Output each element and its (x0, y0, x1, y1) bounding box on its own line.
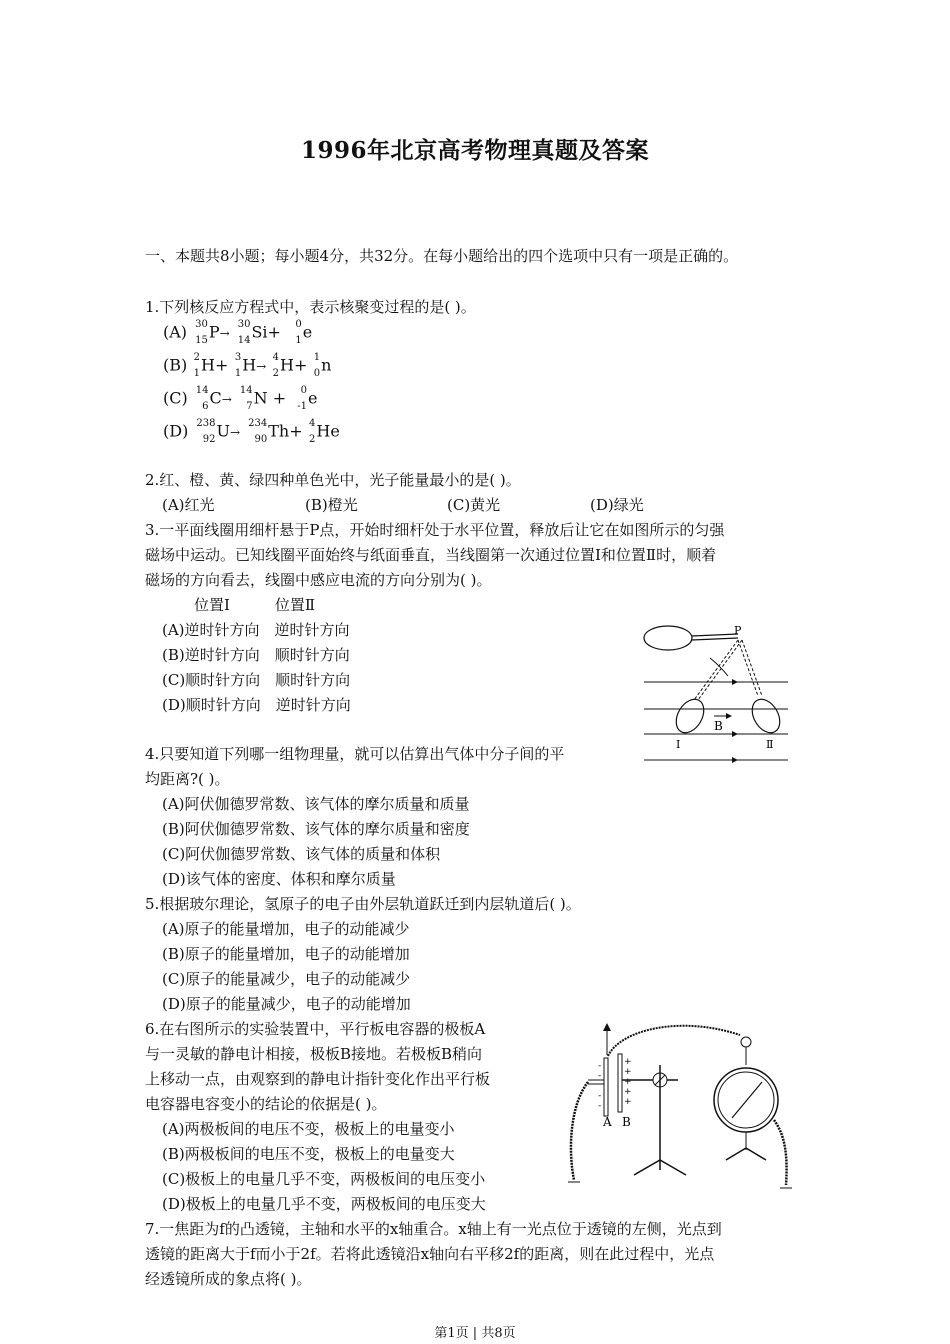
electrometer-terminal (741, 1037, 751, 1047)
svg-text:-: - (598, 1101, 602, 1111)
question-7-line-3: 经透镜所成的象点将( )。 (145, 1270, 312, 1288)
svg-text:-: - (598, 1071, 602, 1081)
question-7-line-2: 透镜的距离大于f而小于2f。若将此透镜沿x轴向右平移2f的距离，则在此过程中，光点 (145, 1245, 715, 1263)
plate-b (618, 1054, 622, 1112)
svg-text:-: - (598, 1091, 602, 1101)
q5-option-b: (B)原子的能量增加，电子的动能增加 (162, 945, 410, 963)
field-label: B (714, 719, 723, 733)
pivot-label: P (734, 624, 742, 637)
question-7-line-1: 7.一焦距为f的凸透镜，主轴和水平的x轴重合。x轴上有一光点位于透镜的左侧，光点到 (145, 1220, 722, 1238)
q6-option-a: (A)两极板间的电压不变，极板上的电量变小 (162, 1120, 455, 1138)
svg-text:+: + (624, 1077, 632, 1087)
question-6-line-2: 与一灵敏的静电计相接，极板B接地。若极板B稍向 (145, 1045, 483, 1063)
q6-option-c: (C)极板上的电量几乎不变，两极板间的电压变小 (162, 1170, 486, 1188)
q3-option-c: (C)顺时针方向 顺时针方向 (162, 671, 351, 689)
rod-initial (692, 634, 738, 636)
svg-text:+: + (624, 1097, 632, 1107)
question-4-line-1: 4.只要知道下列哪一组物理量，就可以估算出气体中分子间的平 (145, 745, 565, 763)
q2-option-c: (C)黄光 (447, 496, 501, 514)
q6-option-d: (D)极板上的电量几乎不变，两极板间的电压变大 (162, 1195, 486, 1213)
q4-option-d: (D)该气体的密度、体积和摩尔质量 (162, 870, 396, 888)
question-3-line-2: 磁场中运动。已知线圈平面始终与纸面垂直，当线圈第一次通过位置Ⅰ和位置Ⅱ时，顺着 (145, 546, 717, 564)
ground-wire-left (571, 1082, 588, 1180)
question-3-line-1: 3.一平面线圈用细杆悬于P点，开始时细杆处于水平位置，释放后让它在如图所示的匀强 (145, 521, 725, 539)
question-1-stem: 1.下列核反应方程式中，表示核聚变过程的是( )。 (145, 298, 476, 316)
page-title: 1996年北京高考物理真题及答案 (300, 137, 649, 164)
svg-text:+: + (624, 1057, 632, 1067)
rod-position-1 (694, 640, 738, 700)
question-4-line-2: 均距离?( )。 (145, 770, 230, 788)
section-heading: 一、本题共8小题；每小题4分，共32分。在每小题给出的四个选项中只有一项是正确的。 (145, 247, 739, 265)
q1-option-b: (B) 2 1 H+ 3 1 H→ 4 2 H+ 1 0 n (163, 352, 332, 379)
plate-a (604, 1058, 608, 1116)
q3-option-d: (D)顺时针方向 逆时针方向 (162, 696, 351, 714)
question-6-line-4: 电容器电容变小的结论的依据是( )。 (145, 1095, 387, 1113)
coil-pendulum-figure (638, 620, 798, 770)
coil-position-1 (671, 694, 710, 737)
q2-option-a: (A)红光 (162, 496, 215, 514)
question-3-line-3: 磁场的方向看去，线圈中感应电流的方向分别为( )。 (145, 571, 492, 589)
q6-option-b: (B)两极板间的电压不变，极板上的电量变大 (162, 1145, 455, 1163)
q1-option-d: (D) 238 92 U→ 234 90 Th+ 4 2 He (163, 418, 340, 445)
position-1-label: Ⅰ (676, 738, 681, 751)
q5-option-c: (C)原子的能量减少，电子的动能减少 (162, 970, 411, 988)
rod-position-2 (738, 640, 758, 696)
q2-option-b: (B)橙光 (305, 496, 358, 514)
svg-text:+: + (624, 1067, 632, 1077)
electrometer-figure (560, 1020, 805, 1195)
svg-text:+: + (624, 1087, 632, 1097)
svg-text:-: - (598, 1061, 602, 1071)
q3-column-header: 位置Ⅰ 位置Ⅱ (194, 596, 316, 614)
question-6-line-1: 6.在右图所示的实验装置中，平行板电容器的极板A (145, 1020, 486, 1038)
swing-arrow (710, 658, 728, 676)
q2-option-d: (D)绿光 (590, 496, 644, 514)
question-6-line-3: 上移动一点，由观察到的静电计指针变化作出平行板 (145, 1070, 491, 1088)
q1-option-c: (C) 14 6 C→ 14 7 N + 0 -1 e (163, 385, 318, 412)
plate-a-label: A (603, 1115, 612, 1129)
position-2-label: Ⅱ (766, 738, 774, 751)
coil-initial (644, 626, 692, 650)
q3-option-a: (A)逆时针方向 逆时针方向 (162, 621, 350, 639)
q4-option-c: (C)阿伏伽德罗常数、该气体的质量和体积 (162, 845, 441, 863)
ground-wire-right (774, 1120, 787, 1185)
connecting-wire (608, 1026, 740, 1056)
q5-option-a: (A)原子的能量增加，电子的动能减少 (162, 920, 410, 938)
coil-position-2 (747, 694, 786, 737)
plate-b-label: B (622, 1115, 631, 1129)
page-footer: 第1页 | 共8页 (434, 1326, 516, 1341)
electrometer-case (714, 1068, 778, 1132)
q4-option-b: (B)阿伏伽德罗常数、该气体的摩尔质量和密度 (162, 820, 470, 838)
question-5-stem: 5.根据玻尔理论，氢原子的电子由外层轨道跃迁到内层轨道后( )。 (145, 895, 581, 913)
question-2-stem: 2.红、橙、黄、绿四种单色光中，光子能量最小的是( )。 (145, 471, 521, 489)
q3-option-b: (B)逆时针方向 顺时针方向 (162, 646, 350, 664)
q1-option-a: (A) 30 15 P→ 30 14 Si+ 0 1 e (163, 319, 313, 346)
q5-option-d: (D)原子的能量减少，电子的动能增加 (162, 995, 411, 1013)
q4-option-a: (A)阿伏伽德罗常数、该气体的摩尔质量和质量 (162, 795, 470, 813)
